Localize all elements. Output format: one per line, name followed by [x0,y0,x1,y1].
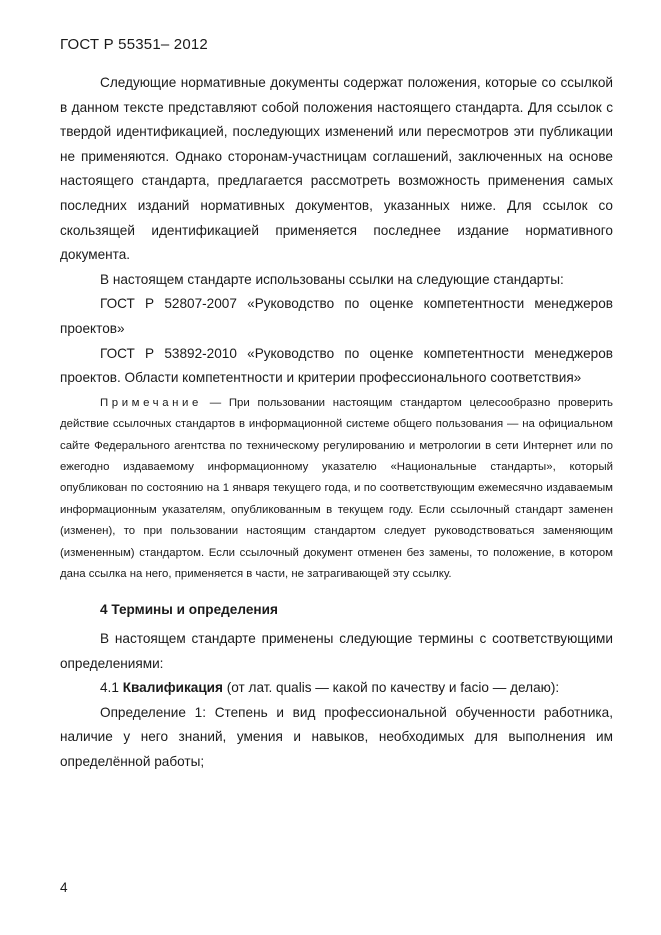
paragraph-term-4-1 [60,676,613,701]
term-name: Квалификация [122,680,223,696]
term-number: 4.1 [100,680,123,696]
note-text: — При пользовании настоящим стандартом целесообразно проверить действие ссылочных стандартов в информационной системе общего пользования — на официальном сайте Федерального агентства по техническому регулированию и метрологии в сети Интернет или по ежегодно издаваемому информационному указателю «Национальные стандарты», который опубликован по состоянию на 1 января текущего года, и по соответствующим ежемесячно издаваемым информационным указателям, опубликованным в текущем году. Если ссылочный стандарт заменен (изменен), то при пользовании настоящим стандартом следует руководствоваться заменяющим (измененным) стандартом. Если ссылочный документ отменен без замены, то положение, в котором дана ссылка на него, применяется в части, не затрагивающей эту ссылку. [60,396,613,580]
paragraph-terms-intro: В настоящем стандарте применены следующие термины с соответствующими определениями: [60,630,613,671]
term-etymology: (от лат. qualis — какой по качеству и facio — делаю): [222,680,560,696]
section-heading: 4 Термины и определения [100,602,278,618]
note-block [60,393,613,586]
paragraph-references-lead: В настоящем стандарте использованы ссылки на следующие стандарты: [100,271,564,287]
document-header: ГОСТ Р 55351– 2012 [60,36,208,53]
paragraph-definition-1: Определение 1: Степень и вид профессиональной обученности работника, наличие у него знаний, умения и навыков, необходимых для выполнения им определённой работы; [60,704,613,769]
paragraph-reference-53892: ГОСТ Р 53892-2010 «Руководство по оценке компетентности менеджеров проектов. Области компетентности и критерии профессионального соответствия» [60,345,613,386]
paragraph-reference-52807: ГОСТ Р 52807-2007 «Руководство по оценке компетентности менеджеров проектов» [60,296,613,336]
paragraph-normative-intro: Следующие нормативные документы содержат положения, которые со ссылкой в данном тексте представляют собой положения настоящего стандарта. Для ссылок с твердой идентификацией, последующих изменений или пересмотров эти публикации не применяются. Однако сторонам-участницам соглашений, заключенных на основе настоящего стандарта, предлагается рассмотреть возможность применения самых последних изданий нормативных документов, указанных ниже. Для ссылок со скользящей идентификацией применяется последнее издание нормативного документа. [60,75,613,263]
note-label: Примечание [100,396,202,409]
document-body [60,71,613,775]
page-number: 4 [60,880,68,895]
